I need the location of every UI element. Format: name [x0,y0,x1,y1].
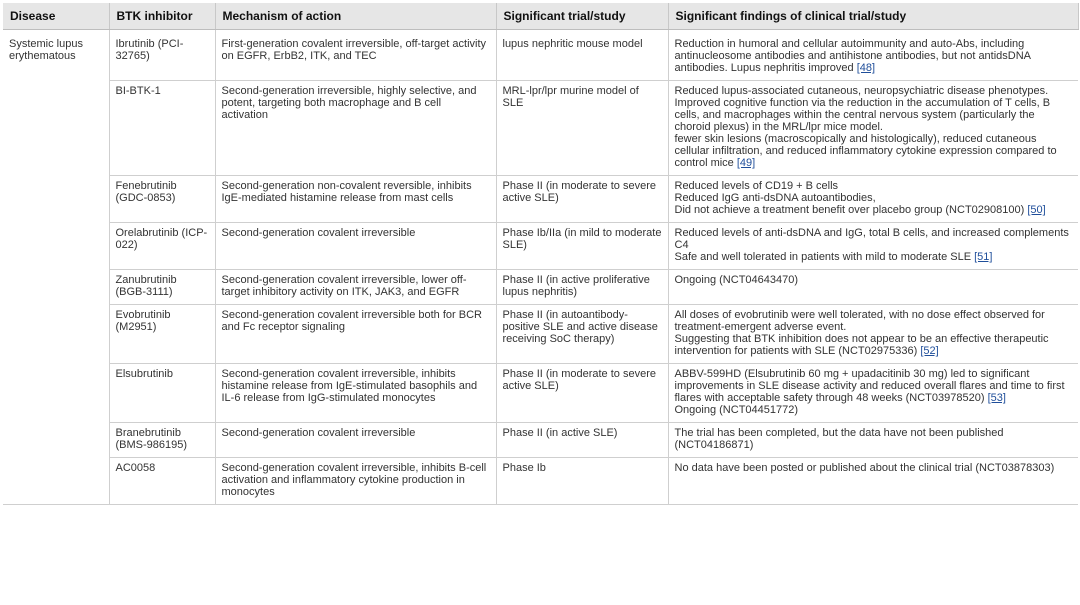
findings-cell [668,423,1078,458]
finding-line [675,427,1073,451]
inhibitor-cell: Branebrutinib (BMS-986195) [109,423,215,458]
trial-cell: Phase II (in moderate to severe active SLE) [496,176,668,223]
table-row [3,458,1078,505]
inhibitor-cell: Orelabrutinib (ICP-022) [109,223,215,270]
findings-cell [668,270,1078,305]
trial-cell: Phase Ib [496,458,668,505]
header-btk-inhibitor: BTK inhibitor [109,3,215,30]
finding-text: Did not achieve a treatment benefit over placebo group (NCT02908100) [674,204,1028,216]
table-row [3,305,1078,364]
trial-cell: Phase II (in active SLE) [496,423,668,458]
finding-text: Reduced IgG anti-dsDNA autoantibodies, [674,192,876,204]
mechanism-cell: Second-generation covalent irreversible, lower off-target inhibitory activity on ITK, JAK3, and EGFR [215,270,496,305]
mechanism-cell: Second-generation irreversible, highly selective, and potent, targeting both macrophage and B cell activation [215,81,496,176]
trial-cell: Phase II (in moderate to severe active SLE) [496,364,668,423]
findings-cell [668,81,1078,176]
disease-cell: Systemic lupus erythematous [3,30,109,505]
reference-link[interactable]: [52] [920,345,939,357]
finding-line [675,368,1073,404]
mechanism-cell: Second-generation covalent irreversible [215,423,496,458]
inhibitor-cell: Ibrutinib (PCI-32765) [109,30,215,81]
finding-line [675,333,1073,357]
findings-cell [668,30,1078,81]
finding-text: No data have been posted or published about the clinical trial (NCT03878303) [674,462,1055,474]
table-row [3,364,1078,423]
mechanism-cell: Second-generation covalent irreversible both for BCR and Fc receptor signaling [215,305,496,364]
finding-text: Reduction in humoral and cellular autoimmunity and auto-Abs, including antinucleosome antibodies and antihistone antibodies, but not antidsDNA antibodies. Lupus nephritis improved [674,38,1031,74]
mechanism-cell: First-generation covalent irreversible, off-target activity on EGFR, ErbB2, ITK, and TEC [215,30,496,81]
finding-line [675,38,1073,74]
reference-link[interactable]: [49] [736,157,756,169]
finding-text: Ongoing (NCT04451772) [674,404,799,416]
inhibitor-cell: Fenebrutinib (GDC-0853) [109,176,215,223]
finding-line [675,97,1073,133]
mechanism-cell: Second-generation covalent irreversible [215,223,496,270]
inhibitor-cell: Zanubrutinib (BGB-3111) [109,270,215,305]
finding-text: The trial has been completed, but the data have not been published (NCT04186871) [674,427,1004,451]
reference-link[interactable]: [50] [1027,204,1046,216]
mechanism-cell: Second-generation covalent irreversible, inhibits B-cell activation and inflammatory cytokine production in monocytes [215,458,496,505]
trial-cell: Phase II (in autoantibody-positive SLE and active disease receiving SoC therapy) [496,305,668,364]
finding-text: ABBV-599HD (Elsubrutinib 60 mg + upadacitinib 30 mg) led to significant improvements in SLE disease activity and reduced overall flares and time to first flares with acceptable safety through 48 weeks (NCT03978520) [674,368,1065,404]
header-findings: Significant findings of clinical trial/study [668,3,1078,30]
finding-text: fewer skin lesions (macroscopically and histologically), reduced cutaneous cellular infiltration, and reduced inflammatory cytokine expression compared to control mice [674,133,1057,169]
table-container [3,3,1078,505]
inhibitor-cell: AC0058 [109,458,215,505]
finding-line [675,462,1073,474]
header-trial: Significant trial/study [496,3,668,30]
reference-link[interactable]: [48] [856,62,876,74]
table-row [3,176,1078,223]
trial-cell: Phase Ib/IIa (in mild to moderate SLE) [496,223,668,270]
inhibitor-cell: Elsubrutinib [109,364,215,423]
mechanism-cell: Second-generation non-covalent reversible, inhibits IgE-mediated histamine release from mast cells [215,176,496,223]
finding-text: Ongoing (NCT04643470) [674,274,799,286]
mechanism-cell: Second-generation covalent irreversible, inhibits histamine release from IgE-stimulated basophils and IL-6 release from IgG-stimulated monocytes [215,364,496,423]
findings-cell [668,305,1078,364]
finding-line [675,204,1073,216]
trial-cell: Phase II (in active proliferative lupus nephritis) [496,270,668,305]
reference-link[interactable]: [51] [974,251,993,263]
table-row [3,223,1078,270]
trial-cell: lupus nephritic mouse model [496,30,668,81]
inhibitor-cell: Evobrutinib (M2951) [109,305,215,364]
reference-link[interactable]: [53] [987,392,1006,404]
header-row [3,3,1078,30]
finding-text: Safe and well tolerated in patients with mild to moderate SLE [674,251,975,263]
finding-text: Reduced levels of CD19 + B cells [674,180,839,192]
table-row [3,270,1078,305]
finding-line [675,85,1073,97]
finding-line [675,133,1073,169]
header-mechanism: Mechanism of action [215,3,496,30]
trial-cell: MRL-lpr/lpr murine model of SLE [496,81,668,176]
finding-line [675,309,1073,333]
finding-line [675,180,1073,192]
finding-text: Improved cognitive function via the reduction in the accumulation of T cells, B cells, and macrophages within the central nervous system (particularly the choroid plexus) in the MRL/lpr mice model. [674,97,1051,133]
finding-line [675,251,1073,263]
findings-cell [668,364,1078,423]
finding-line [675,404,1073,416]
finding-line [675,227,1073,251]
finding-text: Suggesting that BTK inhibition does not appear to be an effective therapeutic intervention for patients with SLE (NCT02975336) [674,333,1049,357]
header-disease: Disease [3,3,109,30]
inhibitor-cell: BI-BTK-1 [109,81,215,176]
finding-text: All doses of evobrutinib were well tolerated, with no dose effect observed for treatment-emergent adverse event. [674,309,1045,333]
btk-inhibitor-table [3,3,1079,505]
findings-cell [668,458,1078,505]
table-row [3,30,1078,81]
table-row [3,81,1078,176]
finding-text: Reduced levels of anti-dsDNA and IgG, total B cells, and increased complements C4 [674,227,1069,251]
findings-cell [668,176,1078,223]
finding-line [675,274,1073,286]
finding-text: Reduced lupus-associated cutaneous, neuropsychiatric disease phenotypes. [674,85,1049,97]
findings-cell [668,223,1078,270]
table-row [3,423,1078,458]
finding-line [675,192,1073,204]
